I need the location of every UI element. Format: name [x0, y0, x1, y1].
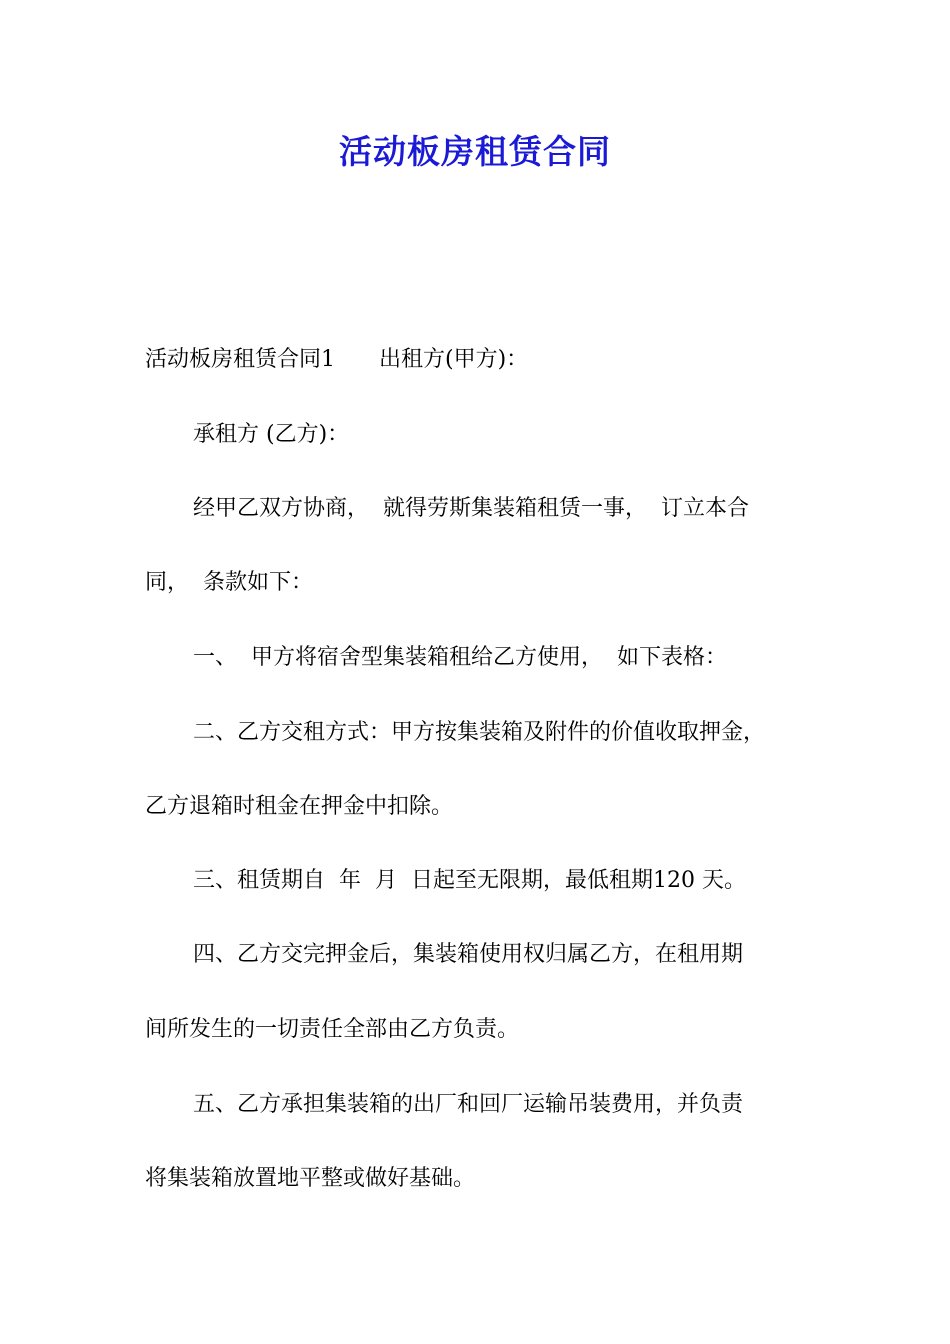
text-line-clause-4-cont: 间所发生的一切责任全部由乙方负责。	[145, 1017, 520, 1042]
text-line-contract-parties: 活动板房租赁合同1 出租方(甲方)：	[145, 347, 529, 372]
text-line-clause-5: 五、乙方承担集装箱的出厂和回厂运输吊装费用，并负责	[193, 1092, 744, 1117]
text-line-clause-3: 三、租赁期自 年 月 日起至无限期，最低租期120 天。	[193, 868, 746, 893]
text-line-clause-1: 一、 甲方将宿舍型集装箱租给乙方使用， 如下表格：	[193, 645, 727, 670]
text-line-lessee: 承租方 (乙方)：	[193, 422, 350, 447]
text-line-clause-2: 二、乙方交租方式：甲方按集装箱及附件的价值收取押金，	[193, 720, 766, 745]
text-line-intro-cont: 同， 条款如下：	[145, 570, 313, 595]
document-title: 活动板房租赁合同	[339, 132, 611, 171]
text-line-clause-2-cont: 乙方退箱时租金在押金中扣除。	[145, 794, 454, 819]
text-line-intro: 经甲乙双方协商， 就得劳斯集装箱租赁一事， 订立本合	[193, 496, 749, 521]
text-line-clause-4: 四、乙方交完押金后，集装箱使用权归属乙方，在租用期	[193, 942, 744, 967]
text-line-clause-5-cont: 将集装箱放置地平整或做好基础。	[145, 1166, 476, 1191]
